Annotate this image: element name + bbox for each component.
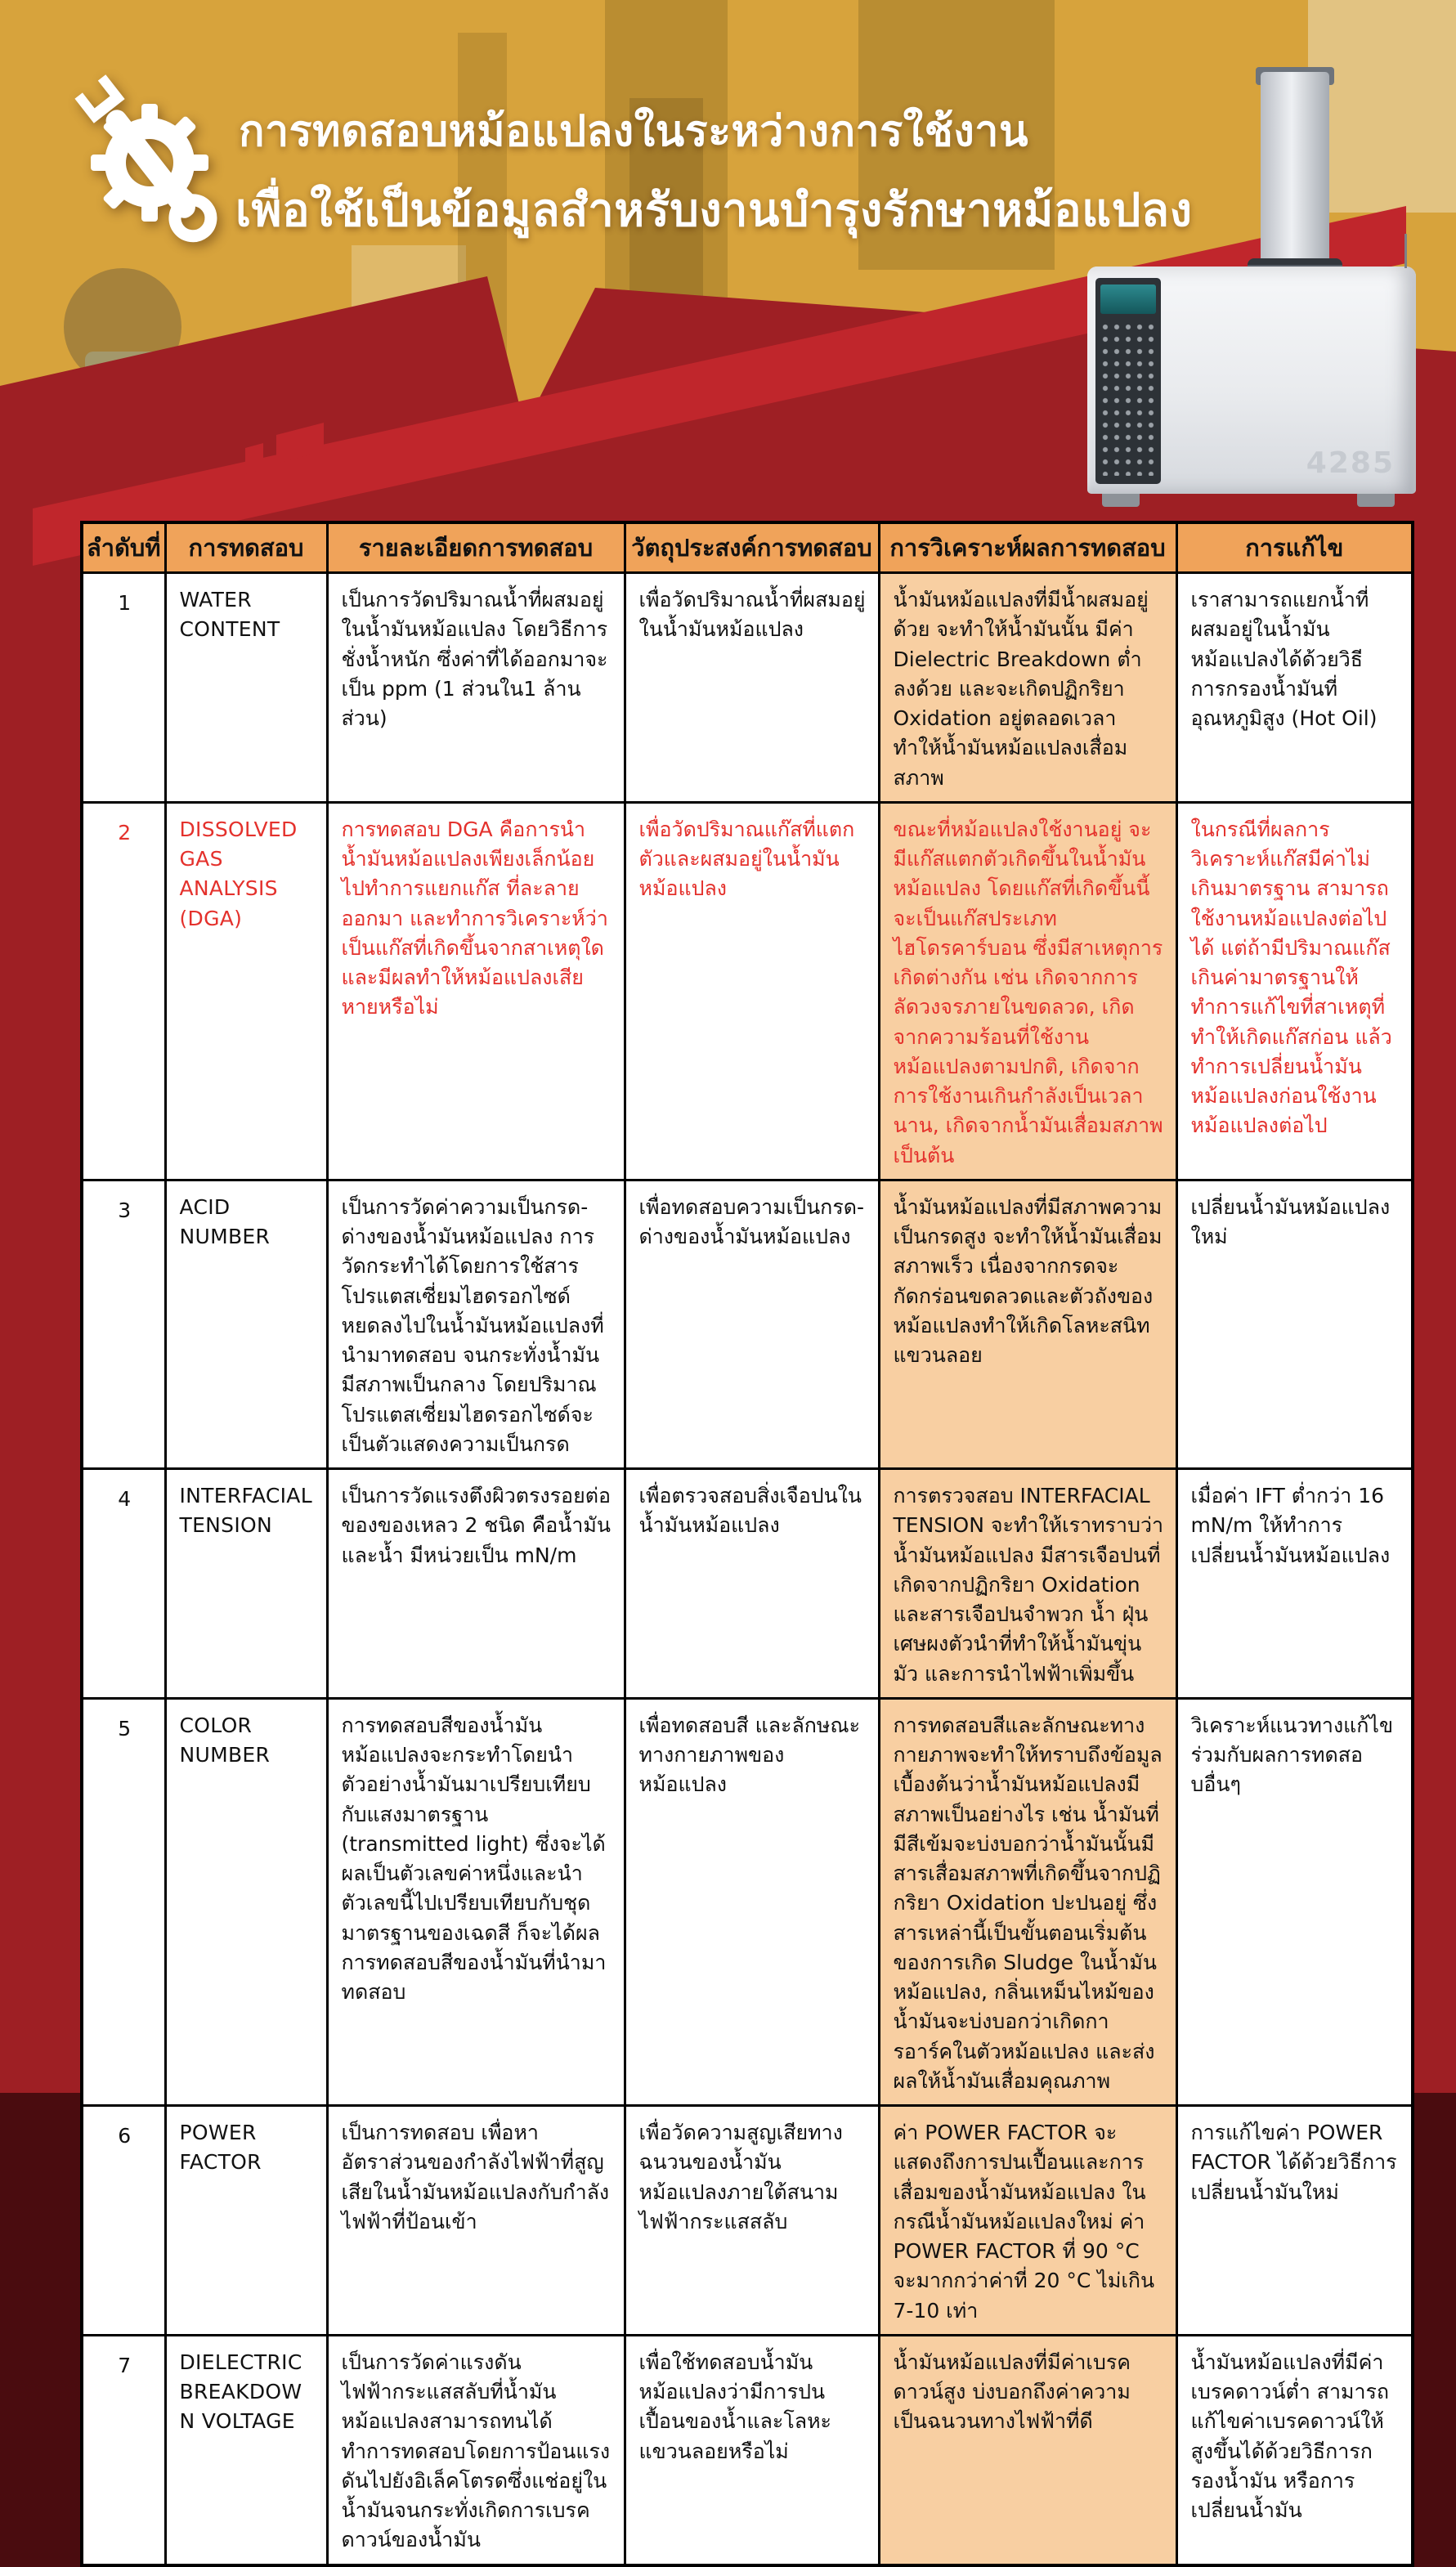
table-row: [82, 1180, 1413, 1468]
cell-objective: เพื่อใช้ทดสอบน้ำมันหม้อแปลงว่ามีการปนเปื้อนของน้ำและโลหะแขวนลอยหรือไม่: [625, 2335, 879, 2565]
cell-no: 5: [82, 1698, 165, 2105]
instrument-screen: [1100, 284, 1156, 314]
instrument-label: 4285: [1306, 446, 1395, 480]
cell-no: 2: [82, 802, 165, 1180]
cell-objective: เพื่อทดสอบสี และลักษณะทางกายภาพของหม้อแปลง: [625, 1698, 879, 2105]
cell-no: 4: [82, 1469, 165, 1699]
cell-analysis: การตรวจสอบ INTERFACIAL TENSION จะทำให้เราทราบว่าน้ำมันหม้อแปลง มีสารเจือปนที่เกิดจากปฏิกริยา Oxidation และสารเจือปนจำพวก น้ำ ฝุ่น เศษผงตัวนำที่ทำให้น้ำมันขุ่นมัว และการนำไฟฟ้าเพิ่มขึ้น: [879, 1469, 1176, 1699]
column-header-remedy: การแก้ไข: [1176, 522, 1413, 573]
instrument-foot-right: [1357, 494, 1395, 507]
cell-detail: เป็นการวัดแรงตึงผิวตรงรอยต่อของของเหลว 2 ชนิด คือน้ำมันและน้ำ มีหน่วยเป็น mN/m: [327, 1469, 625, 1699]
cell-test: DISSOLVED GAS ANALYSIS (DGA): [165, 802, 327, 1180]
cell-objective: เพื่อวัดปริมาณน้ำที่ผสมอยู่ในน้ำมันหม้อแปลง: [625, 573, 879, 803]
cell-remedy: ในกรณีที่ผลการวิเคราะห์แก๊สมีค่าไม่เกินมาตรฐาน สามารถใช้งานหม้อแปลงต่อไปได้ แต่ถ้ามีปริมาณแก๊สเกินค่ามาตรฐานให้ทำการแก้ไขที่สาเหตุที่ทำให้เกิดแก๊สก่อน แล้วทำการเปลี่ยนน้ำมันหม้อแปลงก่อนใช้งานหม้อแปลงต่อไป: [1176, 802, 1413, 1180]
cell-no: 7: [82, 2335, 165, 2565]
cell-analysis: ค่า POWER FACTOR จะแสดงถึงการปนเปื้อนและการเสื่อมของน้ำมันหม้อแปลง ในกรณีน้ำมันหม้อแปลงใหม่ ค่า POWER FACTOR ที่ 90 °C จะมากกว่าค่าที่ 20 °C ไม่เกิน 7-10 เท่า: [879, 2106, 1176, 2336]
table-row: [82, 1698, 1413, 2105]
cell-detail: เป็นการวัดค่าแรงดันไฟฟ้ากระแสสลับที่น้ำมันหม้อแปลงสามารถทนได้ ทำการทดสอบโดยการป้อนแรงดันไปยังอิเล็คโตรดซึ่งแช่อยู่ในน้ำมันจนกระทั่งเกิดการเบรคดาวน์ของน้ำมัน: [327, 2335, 625, 2565]
cell-analysis: น้ำมันหม้อแปลงที่มีค่าเบรคดาวน์สูง บ่งบอกถึงค่าความเป็นฉนวนทางไฟฟ้าที่ดี: [879, 2335, 1176, 2565]
cell-objective: เพื่อตรวจสอบสิ่งเจือปนในน้ำมันหม้อแปลง: [625, 1469, 879, 1699]
instrument-keypad: [1100, 322, 1156, 476]
instrument-tower: [1261, 72, 1329, 270]
cell-remedy: เปลี่ยนน้ำมันหม้อแปลงใหม่: [1176, 1180, 1413, 1468]
column-header-detail: รายละเอียดการทดสอบ: [327, 522, 625, 573]
instrument-antenna: [1404, 234, 1407, 268]
instrument-foot-left: [1102, 494, 1140, 507]
cell-objective: เพื่อวัดปริมาณแก๊สที่แตกตัวและผสมอยู่ในน้ำมันหม้อแปลง: [625, 802, 879, 1180]
cell-analysis: น้ำมันหม้อแปลงที่มีสภาพความเป็นกรดสูง จะทำให้น้ำมันเสื่อมสภาพเร็ว เนื่องจากกรดจะกัดกร่อนขดลวดและตัวถังของหม้อแปลงทำให้เกิดโลหะสนิทแขวนลอย: [879, 1180, 1176, 1468]
cell-remedy: เราสามารถแยกน้ำที่ผสมอยู่ในน้ำมันหม้อแปลงได้ด้วยวิธีการกรองน้ำมันที่อุณหภูมิสูง (Hot Oil): [1176, 573, 1413, 803]
cell-test: INTERFACIAL TENSION: [165, 1469, 327, 1699]
cell-remedy: การแก้ไขค่า POWER FACTOR ได้ด้วยวิธีการเปลี่ยนน้ำมันใหม่: [1176, 2106, 1413, 2336]
red-stripe-tick-small: [245, 443, 263, 474]
column-header-no: ลำดับที่: [82, 522, 165, 573]
cell-no: 3: [82, 1180, 165, 1468]
gear-wrench-icon: [72, 85, 227, 240]
cell-test: COLOR NUMBER: [165, 1698, 327, 2105]
cell-test: WATER CONTENT: [165, 573, 327, 803]
cell-detail: เป็นการทดสอบ เพื่อหาอัตราส่วนของกำลังไฟฟ้าที่สูญเสียในน้ำมันหม้อแปลงกับกำลังไฟฟ้าที่ป้อนเข้า: [327, 2106, 625, 2336]
page-title-line1: การทดสอบหม้อแปลงในระหว่างการใช้งาน: [239, 107, 1028, 156]
cell-detail: การทดสอบสีของน้ำมันหม้อแปลงจะกระทำโดยนำตัวอย่างน้ำมันมาเปรียบเทียบกับแสงมาตรฐาน (transmitted light) ซึ่งจะได้ผลเป็นตัวเลขค่าหนึ่งและนำตัวเลขนี้ไปเปรียบเทียบกับชุดมาตรฐานของเฉดสี ก็จะได้ผลการทดสอบสีของน้ำมันที่นำมาทดสอบ: [327, 1698, 625, 2105]
table-row: [82, 573, 1413, 803]
cell-remedy: น้ำมันหม้อแปลงที่มีค่าเบรคดาวน์ต่ำ สามารถแก้ไขค่าเบรคดาวน์ให้สูงขึ้นได้ด้วยวิธีการกรองน้ำมัน หรือการเปลี่ยนน้ำมัน: [1176, 2335, 1413, 2565]
cell-detail: เป็นการวัดปริมาณน้ำที่ผสมอยู่ในน้ำมันหม้อแปลง โดยวิธีการชั่งน้ำหนัก ซึ่งค่าที่ได้ออกมาจะเป็น ppm (1 ส่วนใน1 ล้านส่วน): [327, 573, 625, 803]
cell-analysis: ขณะที่หม้อแปลงใช้งานอยู่ จะมีแก๊สแตกตัวเกิดขึ้นในน้ำมันหม้อแปลง โดยแก๊สที่เกิดขึ้นนี้ จะเป็นแก๊สประเภทไฮโดรคาร์บอน ซึ่งมีสาเหตุการเกิดต่างกัน เช่น เกิดจากการลัดวงจรภายในขดลวด, เกิดจากความร้อนที่ใช้งานหม้อแปลงตามปกติ, เกิดจากการใช้งานเกินกำลังเป็นเวลานาน, เกิดจากน้ำมันเสื่อมสภาพ เป็นต้น: [879, 802, 1176, 1180]
column-header-analysis: การวิเคราะห์ผลการทดสอบ: [879, 522, 1176, 573]
cell-test: POWER FACTOR: [165, 2106, 327, 2336]
cell-objective: เพื่อวัดความสูญเสียทางฉนวนของน้ำมันหม้อแปลงภายใต้สนามไฟฟ้ากระแสสลับ: [625, 2106, 879, 2336]
cell-analysis: การทดสอบสีและลักษณะทางกายภาพจะทำให้ทราบถึงข้อมูลเบื้องต้นว่าน้ำมันหม้อแปลงมีสภาพเป็นอย่างไร เช่น น้ำมันที่มีสีเข้มจะบ่งบอกว่าน้ำมันนั้นมีสารเสื่อมสภาพที่เกิดขึ้นจากปฏิกริยา Oxidation ปะปนอยู่ ซึ่งสารเหล่านี้เป็นขั้นตอนเริ่มต้นของการเกิด Sludge ในน้ำมันหม้อแปลง, กลิ่นเหม็นไหม้ของน้ำมันจะบ่งบอกว่าเกิดการอาร์คในตัวหม้อแปลง และส่งผลให้น้ำมันเสื่อมคุณภาพ: [879, 1698, 1176, 2105]
cell-detail: เป็นการวัดค่าความเป็นกรด-ด่างของน้ำมันหม้อแปลง การวัดกระทำได้โดยการใช้สารโปรแตสเซี่ยมไฮดรอกไซด์ หยดลงไปในน้ำมันหม้อแปลงที่นำมาทดสอบ จนกระทั่งน้ำมันมีสภาพเป็นกลาง โดยปริมาณโปรแตสเซี่ยมไฮดรอกไซด์จะเป็นตัวแสดงความเป็นกรด: [327, 1180, 625, 1468]
column-header-test: การทดสอบ: [165, 522, 327, 573]
table-row: [82, 2335, 1413, 2565]
table-row: [82, 802, 1413, 1180]
gas-chromatograph-illustration: [1087, 72, 1416, 509]
cell-remedy: เมื่อค่า IFT ต่ำกว่า 16 mN/m ให้ทำการเปลี่ยนน้ำมันหม้อแปลง: [1176, 1469, 1413, 1699]
cell-test: ACID NUMBER: [165, 1180, 327, 1468]
cell-detail: การทดสอบ DGA คือการนำน้ำมันหม้อแปลงเพียงเล็กน้อย ไปทำการแยกแก๊ส ที่ละลายออกมา และทำการวิเคราะห์ว่าเป็นแก๊สที่เกิดขึ้นจากสาเหตุใด และมีผลทำให้หม้อแปลงเสียหายหรือไม่: [327, 802, 625, 1180]
table-row: [82, 2106, 1413, 2336]
cell-no: 1: [82, 573, 165, 803]
transformer-test-table: [80, 521, 1414, 2567]
table-row: [82, 1469, 1413, 1699]
column-header-objective: วัตถุประสงค์การทดสอบ: [625, 522, 879, 573]
table-header-row: [82, 522, 1413, 573]
cell-objective: เพื่อทดสอบความเป็นกรด-ด่างของน้ำมันหม้อแปลง: [625, 1180, 879, 1468]
cell-test: DIELECTRIC BREAKDOWN VOLTAGE: [165, 2335, 327, 2565]
header-banner: [0, 0, 1456, 527]
cell-analysis: น้ำมันหม้อแปลงที่มีน้ำผสมอยู่ด้วย จะทำให้น้ำมันนั้น มีค่า Dielectric Breakdown ต่ำลงด้วย และจะเกิดปฏิกริยา Oxidation อยู่ตลอดเวลา ทำให้น้ำมันหม้อแปลงเสื่อมสภาพ: [879, 573, 1176, 803]
cell-remedy: วิเคราะห์แนวทางแก้ไขร่วมกับผลการทดสอบอื่นๆ: [1176, 1698, 1413, 2105]
page-title-line2: เพื่อใช้เป็นข้อมูลสำหรับงานบำรุงรักษาหม้อแปลง: [235, 184, 1193, 237]
cell-no: 6: [82, 2106, 165, 2336]
